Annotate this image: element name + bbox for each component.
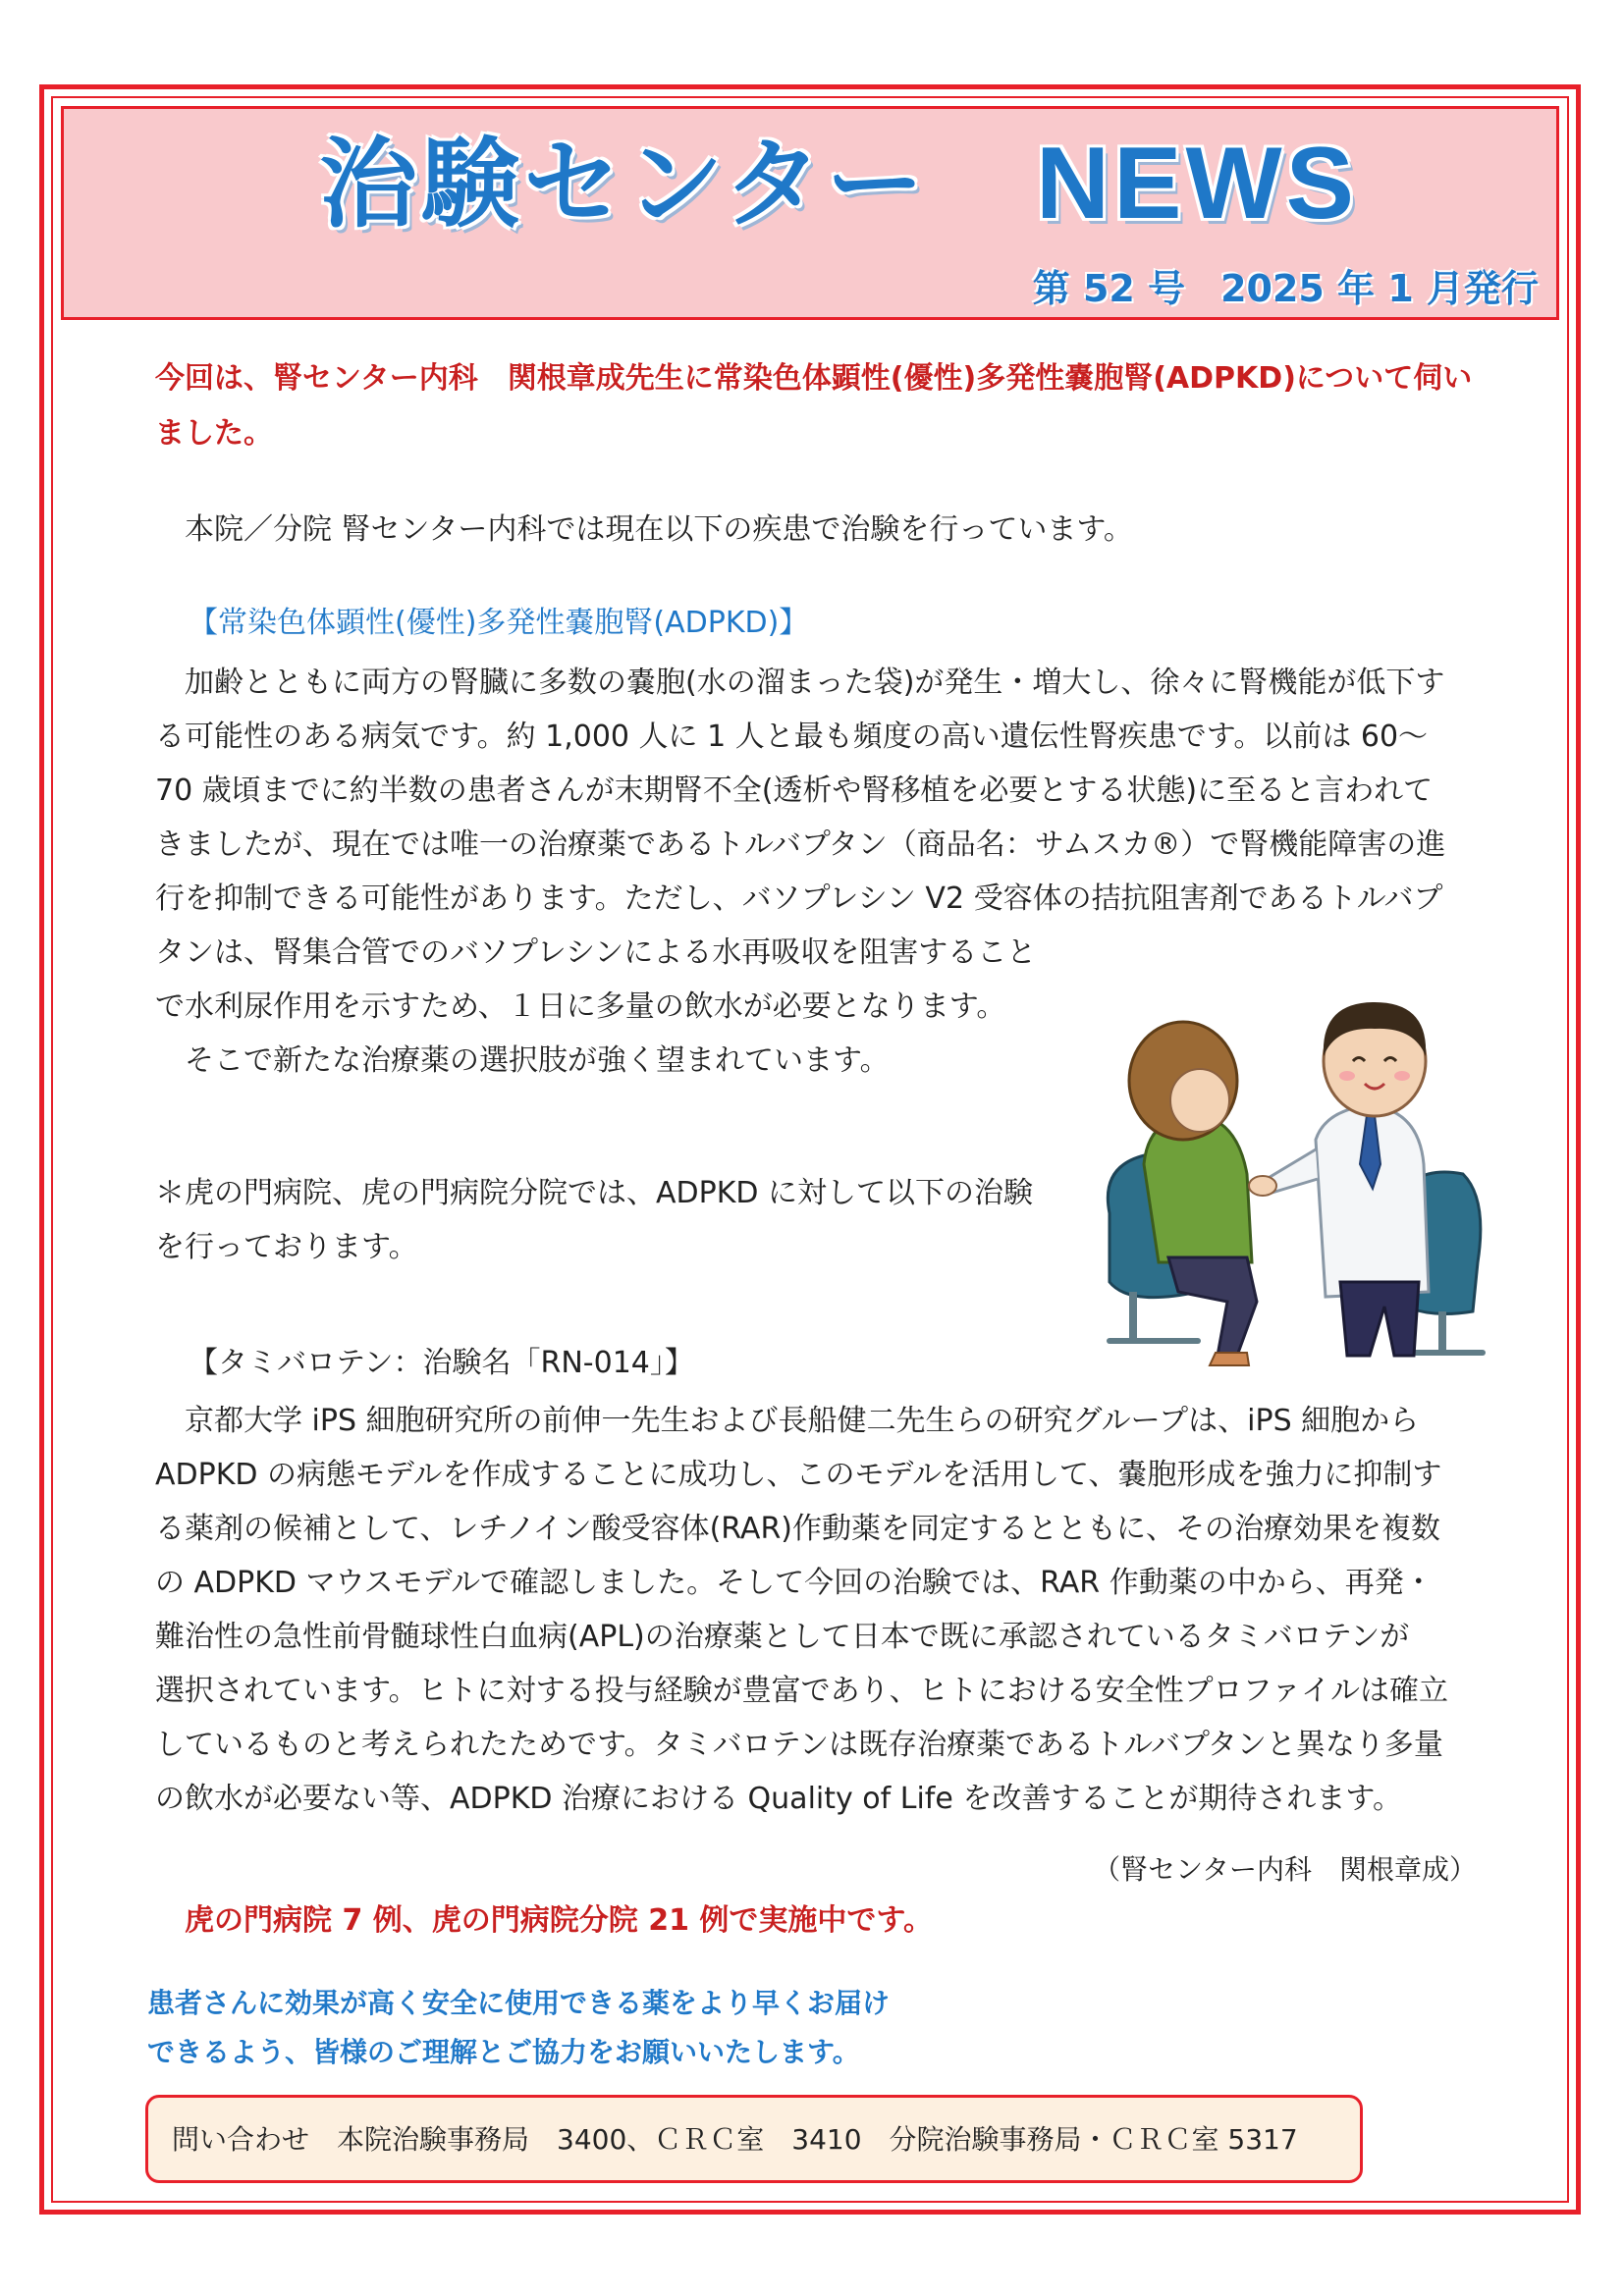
closing-line-2: できるよう、皆様のご理解とご協力をお願いいたします。 [147,2036,860,2068]
doctor-patient-illustration [1090,968,1502,1380]
tamibarotene-line: の飲水が必要ない等、ADPKD 治療における Quality of Life を改善することが期待されます。 [155,1782,1402,1816]
trial-note [155,1166,1068,1274]
newsletter-banner [61,106,1559,320]
tamibarotene-line: しているものと考えられたためです。タミバロテンは既存治療薬であるトルバプタンと異なり多量 [155,1728,1443,1762]
adpkd-line: タンは、腎集合管でのバソプレシンによる水再吸収を阻害すること [155,935,1037,970]
issue-date: 2025 年 1 月発行 [1220,267,1539,310]
adpkd-line: る可能性のある病気です。約 1,000 人に 1 人と最も頻度の高い遺伝性腎疾患です。以前は 60～ [155,720,1429,754]
issue-info [1033,258,1539,312]
trial-note-line-1: ＊虎の門病院、虎の門病院分院では、ADPKD に対して以下の治験 [155,1176,1034,1210]
tamibarotene-line: ADPKD の病態モデルを作成することに成功し、このモデルを活用して、嚢胞形成を強力に抑制す [155,1458,1442,1492]
tamibarotene-line: の ADPKD マウスモデルで確認しました。そして今回の治験では、RAR 作動薬の中から、再発・ [155,1566,1434,1600]
trial-status: 虎の門病院 7 例、虎の門病院分院 21 例で実施中です。 [185,1903,933,1938]
tamibarotene-description [155,1394,1476,1826]
adpkd-line: そこで新たな治療薬の選択肢が強く望まれています。 [155,1043,890,1078]
adpkd-line: で水利尿作用を示すため、１日に多量の飲水が必要となります。 [155,989,1006,1024]
tamibarotene-line: 難治性の急性前骨髄球性白血病(APL)の治療薬として日本で既に承認されているタミバロテンが [155,1620,1410,1654]
closing-message [147,1979,1031,2077]
tamibarotene-heading: 【タミバロテン：治験名「RN-014」】 [189,1346,694,1380]
title-main: 治験センター [319,127,928,241]
adpkd-line: 加齢とともに両方の腎臓に多数の嚢胞(水の溜まった袋)が発生・増大し、徐々に腎機能が低下す [185,666,1445,700]
contact-info: 問い合わせ 本院治験事務局 3400、ＣＲＣ室 3410 分院治験事務局・ＣＲＣ室 5317 [172,2123,1298,2156]
tamibarotene-line: 京都大学 iPS 細胞研究所の前伸一先生および長船健二先生らの研究グループは、iPS 細胞から [185,1404,1420,1438]
section1-lead: 本院／分院 腎センター内科では現在以下の疾患で治験を行っています。 [185,512,1133,547]
intro-line-2: ました。 [155,416,273,451]
article-author: （腎センター内科 関根章成） [1093,1853,1477,1886]
title-news: NEWS [1036,127,1358,240]
tamibarotene-line: る薬剤の候補として、レチノイン酸受容体(RAR)作動薬を同定するとともに、その治療効果を複数 [155,1512,1441,1546]
intro-text [155,351,1490,461]
tamibarotene-line: 選択されています。ヒトに対する投与経験が豊富であり、ヒトにおける安全性プロファイルは確立 [155,1674,1448,1708]
intro-line-1: 今回は、腎センター内科 関根章成先生に常染色体顕性(優性)多発性嚢胞腎(ADPKD)について伺い [155,361,1473,396]
trial-note-line-2: を行っております。 [155,1230,418,1264]
adpkd-line: 70 歳頃までに約半数の患者さんが末期腎不全(透析や腎移植を必要とする状態)に至ると言われて [155,774,1434,808]
newsletter-title [319,125,1358,243]
contact-box [145,2095,1363,2183]
adpkd-line: 行を抑制できる可能性があります。ただし、バソプレシン V2 受容体の拮抗阻害剤であるトルバプ [155,881,1443,916]
closing-line-1: 患者さんに効果が高く安全に使用できる薬をより早くお届け [147,1987,891,2019]
adpkd-heading: 【常染色体顕性(優性)多発性嚢胞腎(ADPKD)】 [189,606,809,640]
issue-number: 第 52 号 [1032,267,1186,310]
adpkd-line: きましたが、現在では唯一の治療薬であるトルバプタン（商品名：サムスカ®）で腎機能障害の進 [155,828,1446,862]
